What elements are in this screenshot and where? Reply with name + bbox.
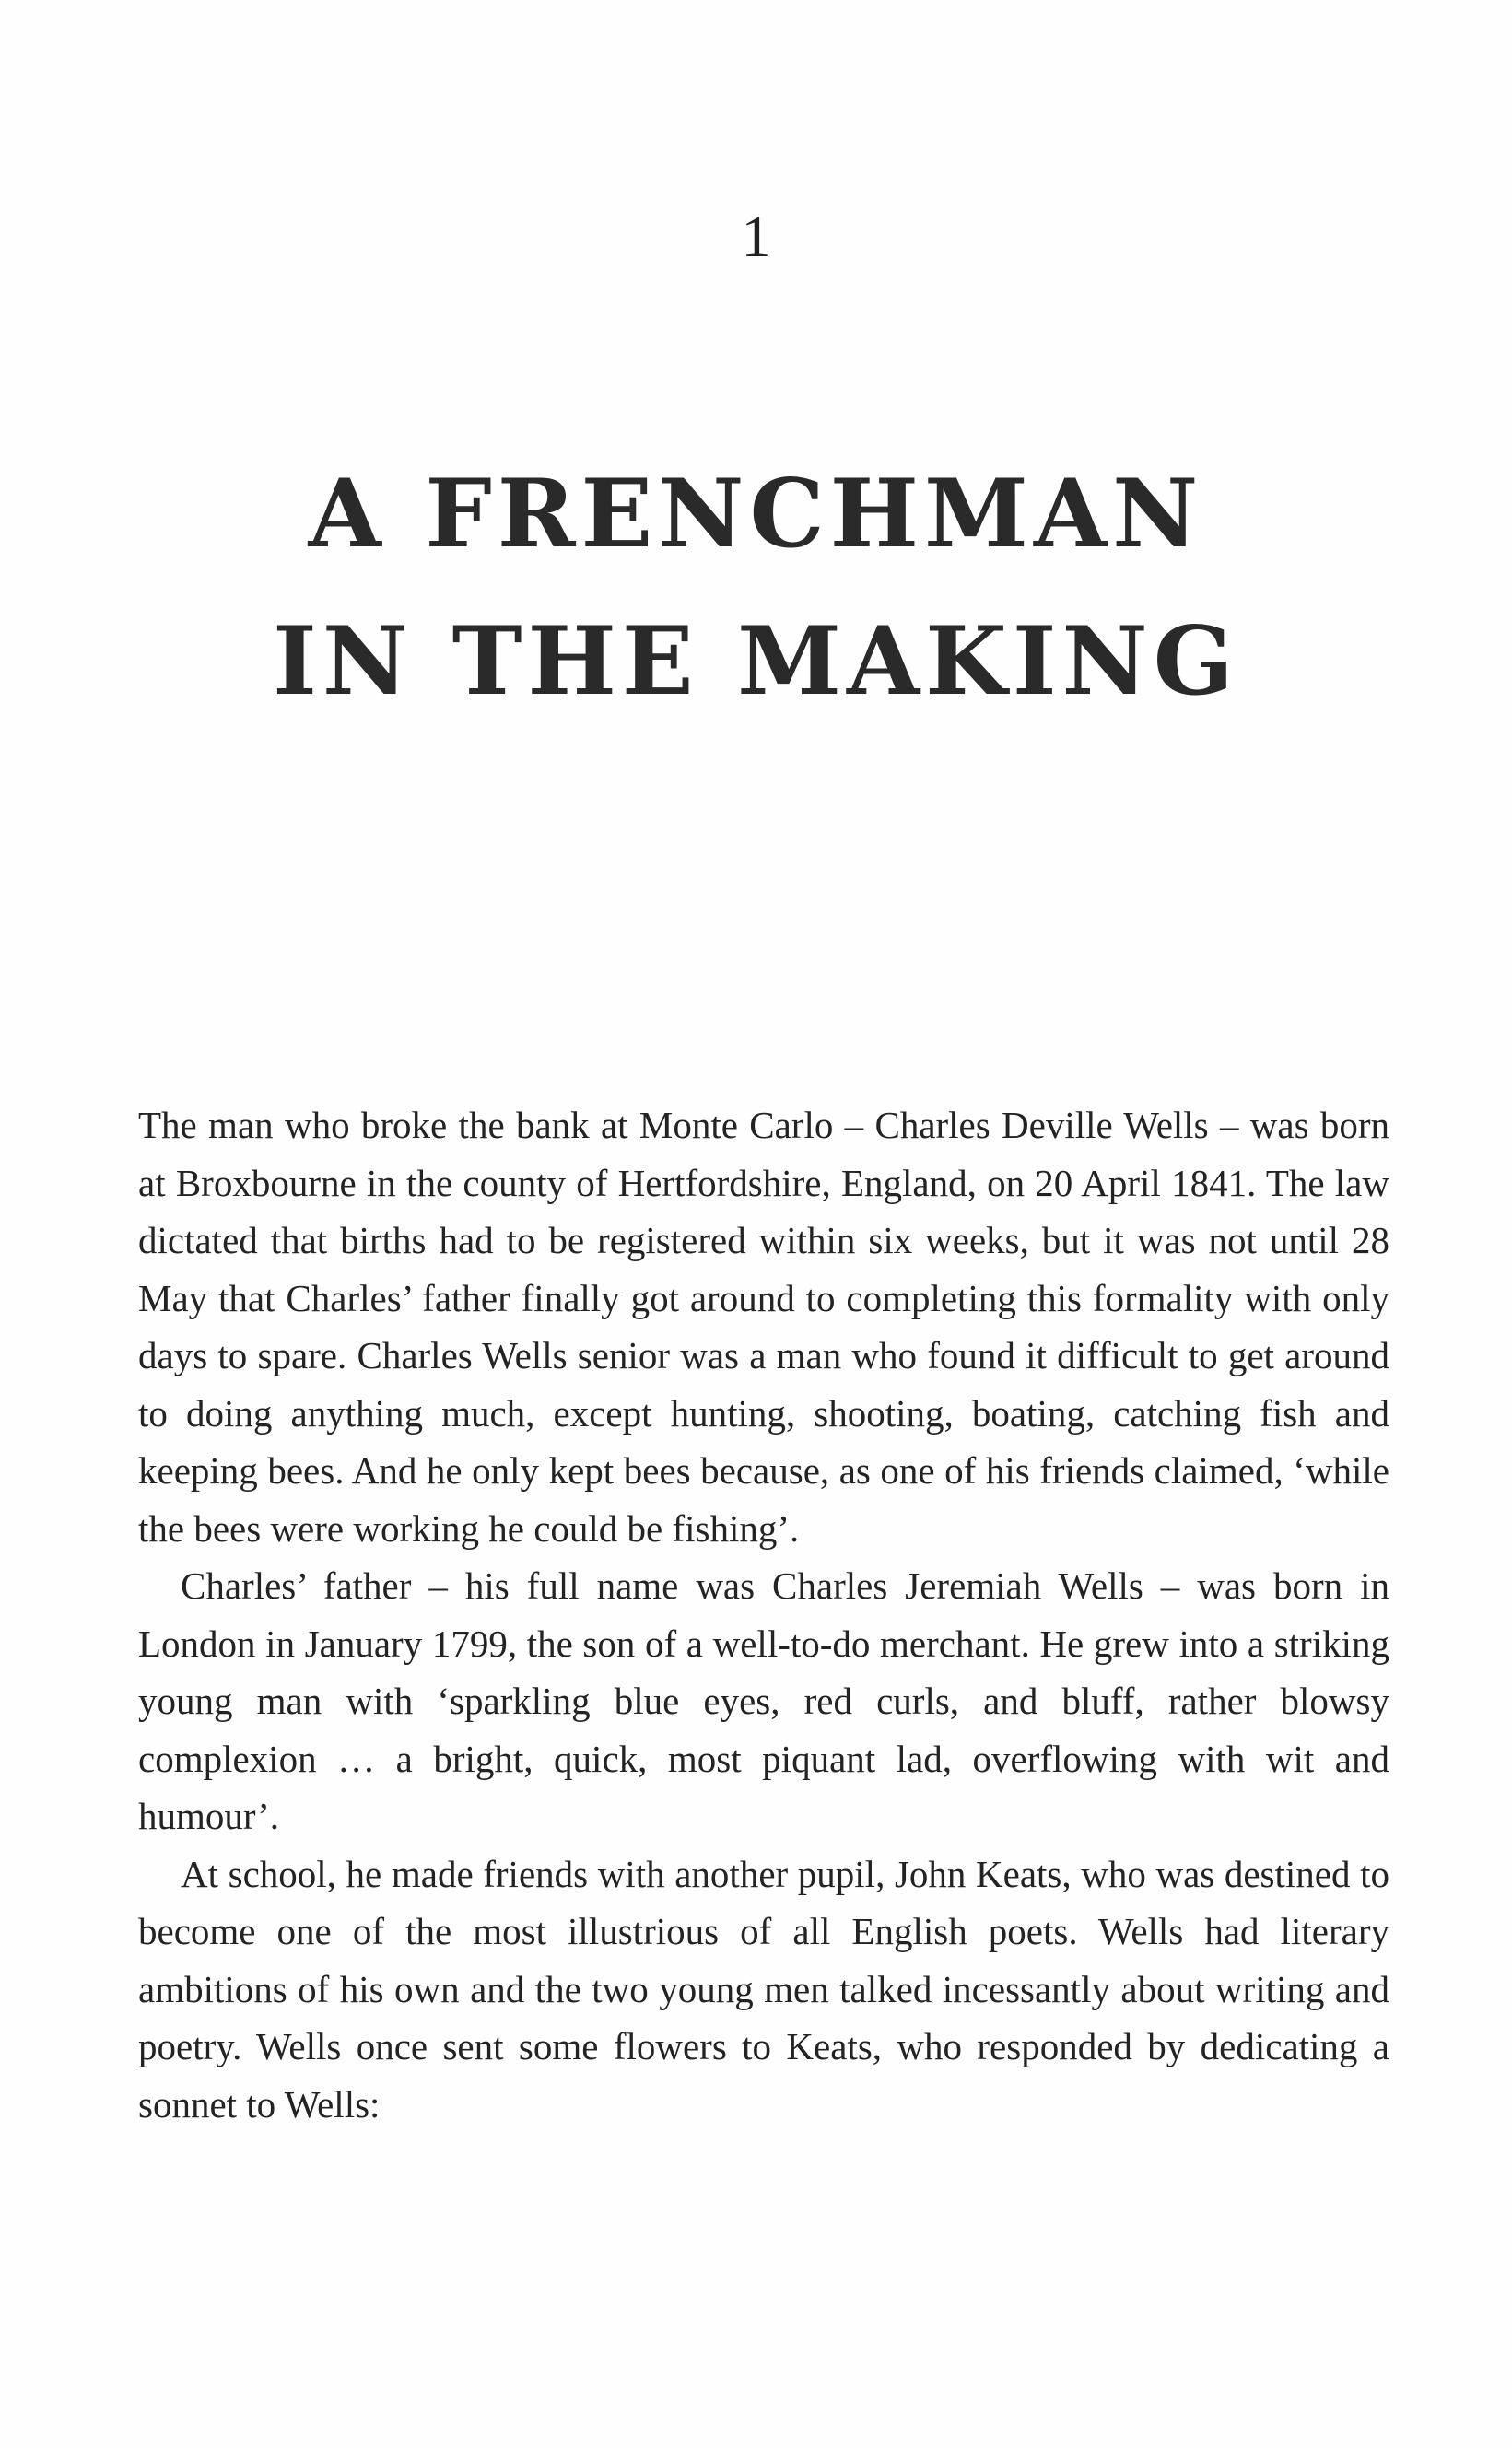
paragraph: The man who broke the bank at Monte Carlo – Charles Deville Wells – was born at Broxbourne in the county of Hertfordshire, England, on 20 April 1841. The law dictated that births had to be registered within six weeks, but it was not until 28 May that Charles’ father finally got around to completing this formality with only days to spare. Charles Wells senior was a man who found it difficult to get around to doing anything much, except hunting, shooting, boating, catching fish and keeping bees. And he only kept bees because, as one of his friends claimed, ‘while the bees were working he could be fishing’. [138, 1104, 1389, 1550]
chapter-title [0, 440, 1512, 735]
paragraph: Charles’ father – his full name was Charles Jeremiah Wells – was born in London in January 1799, the son of a well-to-do merchant. He grew into a striking young man with ‘sparkling blue eyes, red curls, and bluff, rather blowsy complexion … a bright, quick, most piquant lad, overflowing with wit and humour’. [138, 1564, 1389, 1837]
chapter-number: 1 [741, 204, 771, 269]
chapter-body [138, 1096, 1389, 2133]
chapter-title-line-2: IN THE MAKING [273, 606, 1239, 717]
chapter-title-line-1: A FRENCHMAN [308, 459, 1204, 569]
paragraph: At school, he made friends with another pupil, John Keats, who was destined to become one of the most illustrious of all English poets. Wells had literary ambitions of his own and the two young men talked incessantly about writing and poetry. Wells once sent some flowers to Keats, who responded by dedicating a sonnet to Wells: [138, 1852, 1389, 2126]
